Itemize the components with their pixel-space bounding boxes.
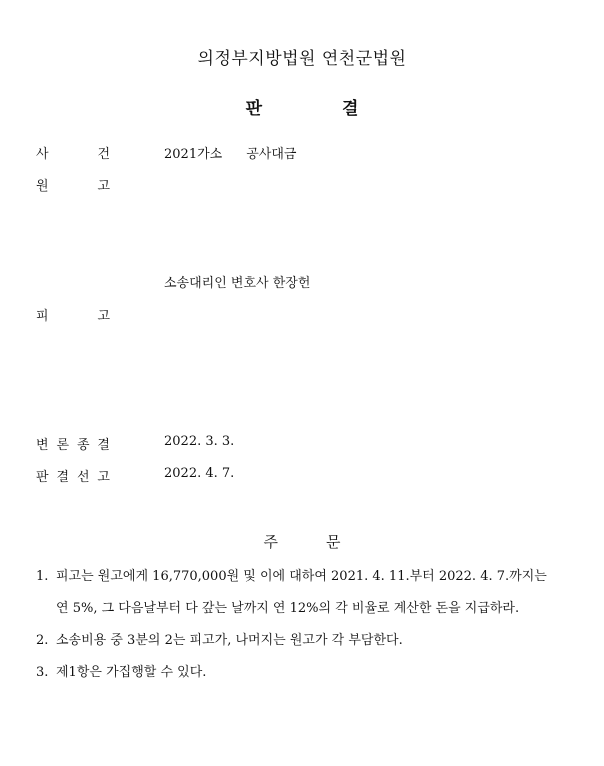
- order-item-2: [36, 625, 566, 657]
- order-item-1: [36, 561, 566, 625]
- court-name: 의정부지방법원 연천군법원: [197, 49, 407, 69]
- closing-date: 2022. 3. 3.: [164, 434, 235, 449]
- document-title-right: 결: [342, 99, 359, 119]
- order-title: [0, 531, 604, 552]
- plaintiff-label: 원 고: [36, 179, 110, 194]
- order-item-3: [36, 657, 566, 689]
- order-item-text: 제1항은 가집행할 수 있다.: [56, 665, 207, 680]
- document-title-left: 판: [245, 99, 262, 119]
- case-subject: 공사대금: [246, 147, 297, 162]
- order-item-text: 소송비용 중 3분의 2는 피고가, 나머지는 원고가 각 부담한다.: [56, 633, 403, 648]
- defendant-label: 피 고: [36, 309, 110, 324]
- order-title-right: 문: [326, 533, 341, 551]
- closing-label: 변 론 종 결: [36, 438, 110, 453]
- order-title-left: 주: [263, 533, 278, 551]
- case-label: 사 건: [36, 147, 110, 162]
- order-item-number: 3.: [36, 665, 49, 680]
- verdict-date: 2022. 4. 7.: [164, 466, 235, 481]
- order-item-text: 피고는 원고에게 16,770,000원 및 이에 대하여 2021. 4. 11.부터 2022. 4. 7.까지는: [56, 569, 547, 584]
- order-item-continuation: 연 5%, 그 다음날부터 다 갚는 날까지 연 12%의 각 비율로 계산한 돈을 지급하라.: [56, 601, 520, 616]
- plaintiff-attorney: 소송대리인 변호사 한장헌: [164, 276, 311, 291]
- case-value: [164, 143, 296, 162]
- order-item-number: 1.: [36, 569, 49, 584]
- verdict-label: 판 결 선 고: [36, 470, 110, 485]
- order-item-number: 2.: [36, 633, 49, 648]
- document-title: [0, 94, 604, 119]
- case-number: 2021가소: [164, 147, 223, 162]
